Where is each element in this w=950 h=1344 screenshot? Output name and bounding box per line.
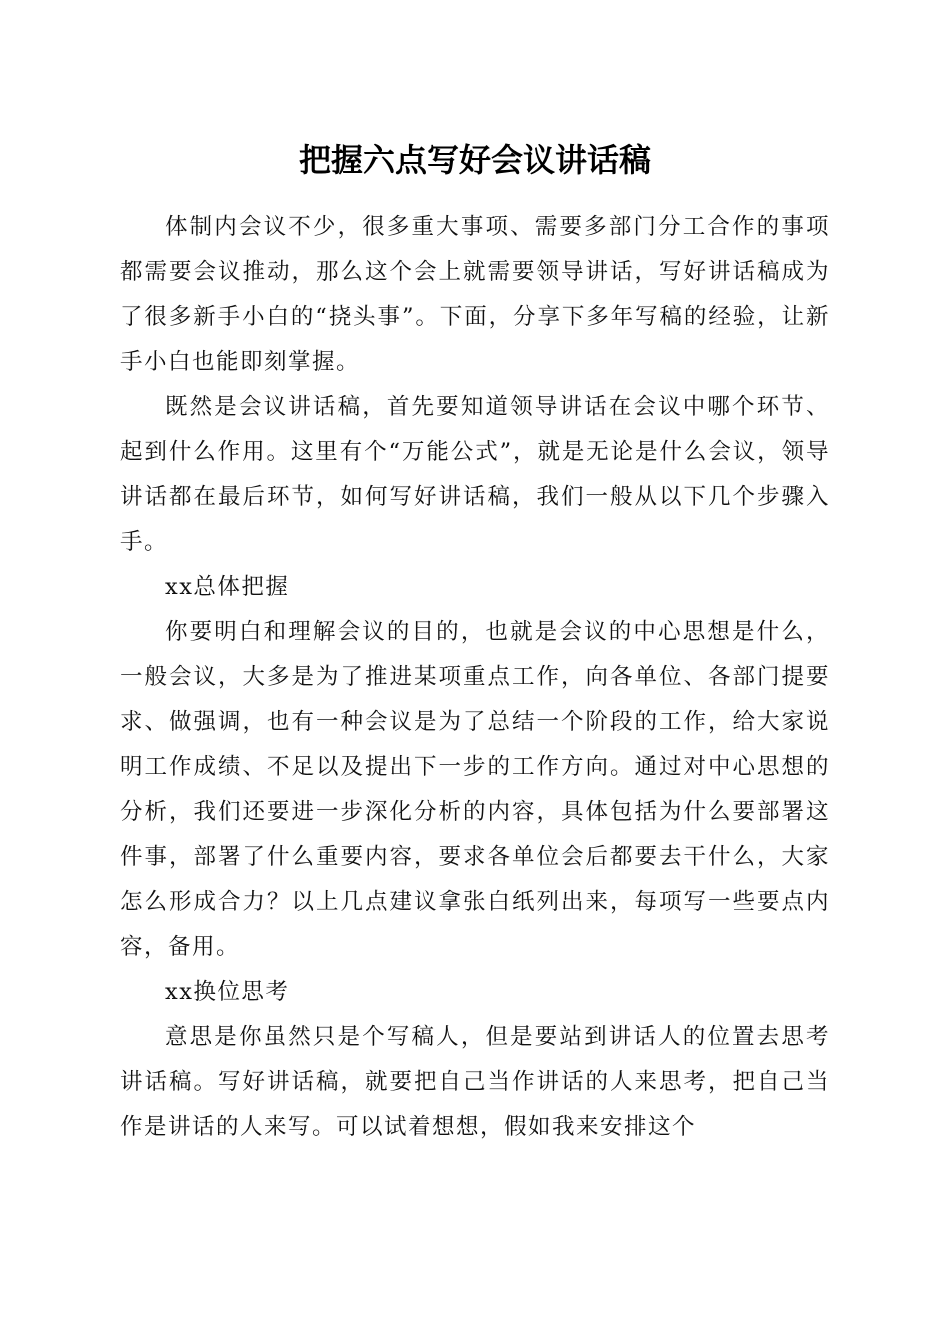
intro-paragraph-2: 既然是会议讲话稿，首先要知道领导讲话在会议中哪个环节、起到什么作用。这里有个“万能公式”，就是无论是什么会议，领导讲话都在最后环节，如何写好讲话稿，我们一般从以下几个步骤入手。 — [120, 394, 830, 555]
section-heading-perspective-taking: xx换位思考 — [165, 979, 290, 1005]
document-title: 把握六点写好会议讲话稿 — [298, 141, 651, 179]
section-paragraph-overall-grasp: 你要明白和理解会议的目的，也就是会议的中心思想是什么，一般会议，大多是为了推进某项重点工作，向各单位、各部门提要求、做强调，也有一种会议是为了总结一个阶段的工作，给大家说明工作成绩、不足以及提出下一步的工作方向。通过对中心思想的分析，我们还要进一步深化分析的内容，具体包括为什么要部署这件事，部署了什么重要内容，要求各单位会后都要去干什么，大家怎么形成合力？以上几点建议拿张白纸列出来，每项写一些要点内容，备用。 — [120, 619, 830, 960]
section-paragraph-perspective-taking: 意思是你虽然只是个写稿人，但是要站到讲话人的位置去思考讲话稿。写好讲话稿，就要把自己当作讲话的人来思考，把自己当作是讲话的人来写。可以试着想想，假如我来安排这个 — [120, 1024, 830, 1140]
intro-paragraph-1: 体制内会议不少，很多重大事项、需要多部门分工合作的事项都需要会议推动，那么这个会上就需要领导讲话，写好讲话稿成为了很多新手小白的“挠头事”。下面，分享下多年写稿的经验，让新手小白也能即刻掌握。 — [120, 214, 830, 375]
document-body — [120, 205, 830, 1150]
section-heading-overall-grasp: xx总体把握 — [165, 574, 290, 600]
